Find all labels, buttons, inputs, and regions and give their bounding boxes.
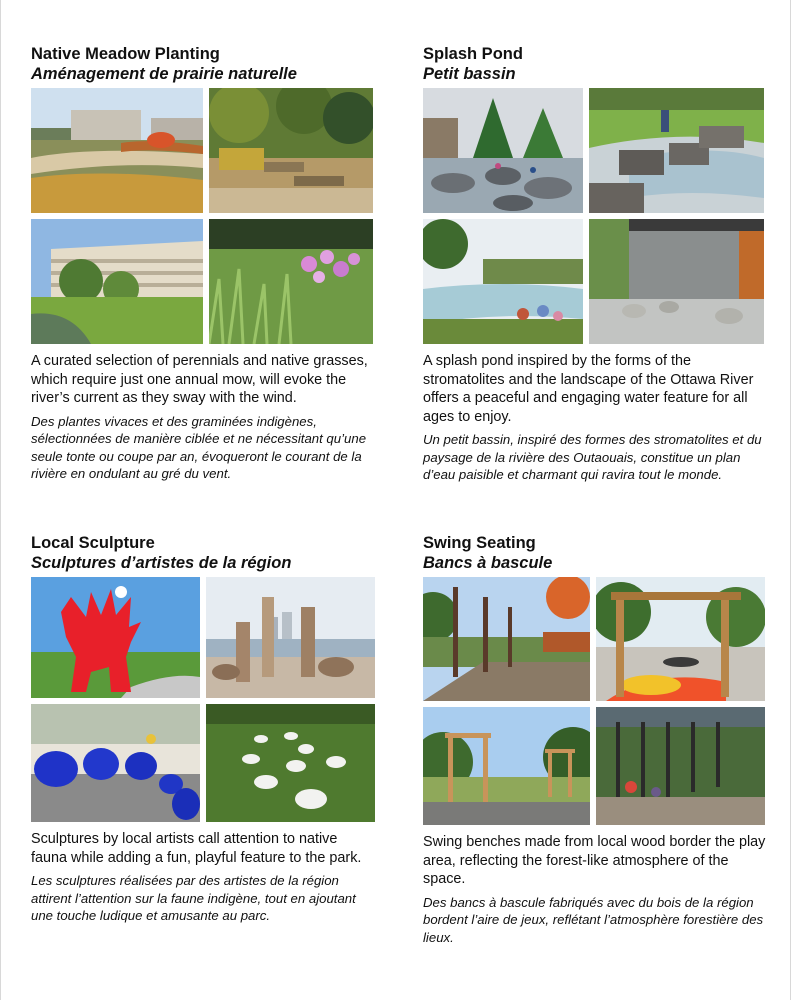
photo-swing-boardwalk: [423, 577, 590, 701]
photo-pond-stepping-stones: [589, 88, 764, 213]
photo-meadow-flowers: [209, 219, 373, 344]
photo-meadow-path: [31, 88, 203, 213]
section-title-fr: Aménagement de prairie naturelle: [31, 65, 297, 83]
section-title-en: Swing Seating: [423, 534, 536, 552]
section-description-en: A curated selection of perennials and native grasses, which require just one annual mow, will evoke the river’s current as they sway with the wind.: [31, 353, 368, 406]
photo-sculpture-white-turtles: [206, 704, 375, 822]
photo-sculpture-stone-stacks: [206, 577, 375, 698]
photo-grid: [31, 88, 376, 344]
photo-grid: [31, 577, 376, 822]
section-title-en: Local Sculpture: [31, 534, 155, 552]
section-native-meadow: [31, 44, 376, 483]
section-description-fr: Les sculptures réalisées par des artistes de la région attirent l’attention sur la faune indigène, tout en ajoutant une touche ludique et amusante au parc.: [31, 873, 356, 923]
photo-sculpture-blue-animals: [31, 704, 200, 822]
photo-meadow-rocks: [209, 88, 373, 213]
photo-grid: [423, 88, 768, 344]
photo-meadow-building: [31, 219, 203, 344]
section-splash-pond: [423, 44, 768, 484]
section-title-fr: Bancs à bascule: [423, 554, 553, 572]
section-local-sculpture: [31, 533, 376, 925]
section-description-en: A splash pond inspired by the forms of the stromatolites and the landscape of the Ottawa River offers a peaceful and engaging water feature for all ages to enjoy.: [423, 353, 754, 425]
photo-swing-pergola: [596, 707, 765, 825]
photo-swing-benches: [423, 707, 590, 825]
photo-swing-play-area: [596, 577, 765, 701]
section-description-en: Sculptures by local artists call attention to native fauna while adding a fun, playful feature to the park.: [31, 831, 362, 866]
photo-pond-turtles: [589, 219, 764, 344]
section-description-fr: Un petit bassin, inspiré des formes des stromatolites et du paysage de la rivière des Outaouais, constitue un plan d’eau paisible et charmant qui ravira tout le monde.: [423, 432, 762, 482]
section-title-en: Splash Pond: [423, 45, 523, 63]
section-swing-seating: [423, 533, 768, 946]
photo-sculpture-moose: [31, 577, 200, 698]
section-description-fr: Des plantes vivaces et des graminées indigènes, sélectionnées de manière ciblée et ne nécessitant qu’une seule tonte ou coupe par an, évoqueront le courant de la rivière en ondulant au gré du vent.: [31, 413, 367, 481]
section-title-en: Native Meadow Planting: [31, 45, 220, 63]
photo-grid: [423, 577, 768, 825]
section-title-fr: Sculptures d’artistes de la région: [31, 554, 292, 572]
section-description-fr: Des bancs à bascule fabriqués avec du bois de la région bordent l’aire de jeux, reflétant l’atmosphère forestière des lieux.: [423, 894, 764, 945]
section-description-en: Swing benches made from local wood border the play area, reflecting the forest-like atmosphere of the space.: [423, 834, 766, 887]
section-title-fr: Petit bassin: [423, 65, 516, 83]
photo-pond-rendering: [423, 219, 583, 344]
photo-pond-rocks: [423, 88, 583, 213]
